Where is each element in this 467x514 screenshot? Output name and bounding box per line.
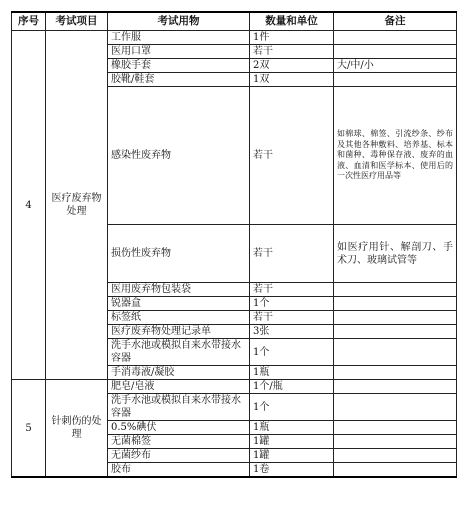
supply-name: 医用口罩 [108, 45, 250, 59]
supply-name: 胶靴/鞋套 [108, 73, 250, 87]
supply-note [334, 45, 457, 59]
supply-quantity: 1个 [250, 297, 334, 311]
supply-note [334, 311, 457, 325]
supply-note [334, 380, 457, 394]
supply-name: 0.5%碘伏 [108, 421, 250, 435]
supply-name: 感染性废弃物 [108, 87, 250, 225]
supply-quantity: 3张 [250, 325, 334, 339]
supply-quantity: 若干 [250, 45, 334, 59]
supply-quantity: 1件 [250, 31, 334, 45]
supply-note [334, 283, 457, 297]
supply-quantity: 1个 [250, 339, 334, 366]
supply-quantity: 1瓶 [250, 366, 334, 380]
supply-quantity: 若干 [250, 87, 334, 225]
row-number: 4 [12, 31, 46, 380]
exam-item: 针刺伤的处理 [46, 380, 108, 478]
supply-name: 损伤性废弃物 [108, 225, 250, 283]
supply-note [334, 421, 457, 435]
supply-note [334, 463, 457, 478]
row-number: 5 [12, 380, 46, 478]
supply-note [334, 435, 457, 449]
supply-name: 锐器盒 [108, 297, 250, 311]
supply-note [334, 339, 457, 366]
supply-name: 医用废弃物包装袋 [108, 283, 250, 297]
supply-note [334, 366, 457, 380]
header-row [12, 12, 457, 31]
supply-quantity: 1双 [250, 73, 334, 87]
supply-quantity: 1罐 [250, 449, 334, 463]
header-item: 考试项目 [46, 12, 108, 31]
exam-equipment-table [11, 11, 457, 478]
supply-note: 如医疗用针、解剖刀、手术刀、玻璃试管等 [334, 225, 457, 283]
supply-note: 如棉球、棉签、引流纱条、纱布及其他各种敷料、培养基、标本和菌种、毒种保存液、废弃的血液、血清和医学标本、使用后的一次性医疗用品等 [334, 87, 457, 225]
header-quantity: 数量和单位 [250, 12, 334, 31]
header-no: 序号 [12, 12, 46, 31]
supply-note [334, 31, 457, 45]
table-row [12, 380, 457, 394]
supply-note: 大/中/小 [334, 59, 457, 73]
supply-name: 胶布 [108, 463, 250, 478]
supply-quantity: 若干 [250, 225, 334, 283]
header-supplies: 考试用物 [108, 12, 250, 31]
supply-note [334, 449, 457, 463]
supply-name: 洗手水池或模拟自来水带接水容器 [108, 339, 250, 366]
supply-quantity: 1卷 [250, 463, 334, 478]
supply-name: 医疗废弃物处理记录单 [108, 325, 250, 339]
supply-name: 无菌纱布 [108, 449, 250, 463]
equipment-table-container [11, 11, 456, 478]
exam-item: 医疗废弃物处理 [46, 31, 108, 380]
supply-note [334, 394, 457, 421]
supply-name: 洗手水池或模拟自来水带接水容器 [108, 394, 250, 421]
table-body [12, 31, 457, 478]
supply-name: 无菌棉签 [108, 435, 250, 449]
supply-note [334, 73, 457, 87]
supply-name: 标签纸 [108, 311, 250, 325]
supply-quantity: 若干 [250, 283, 334, 297]
supply-quantity: 若干 [250, 311, 334, 325]
supply-quantity: 1个 [250, 394, 334, 421]
supply-note [334, 325, 457, 339]
supply-name: 手消毒液/凝胶 [108, 366, 250, 380]
supply-name: 橡胶手套 [108, 59, 250, 73]
supply-name: 工作服 [108, 31, 250, 45]
supply-quantity: 1瓶 [250, 421, 334, 435]
supply-quantity: 2双 [250, 59, 334, 73]
supply-name: 肥皂/皂液 [108, 380, 250, 394]
supply-quantity: 1个/瓶 [250, 380, 334, 394]
table-row [12, 31, 457, 45]
supply-quantity: 1罐 [250, 435, 334, 449]
supply-note [334, 297, 457, 311]
header-notes: 备注 [334, 12, 457, 31]
